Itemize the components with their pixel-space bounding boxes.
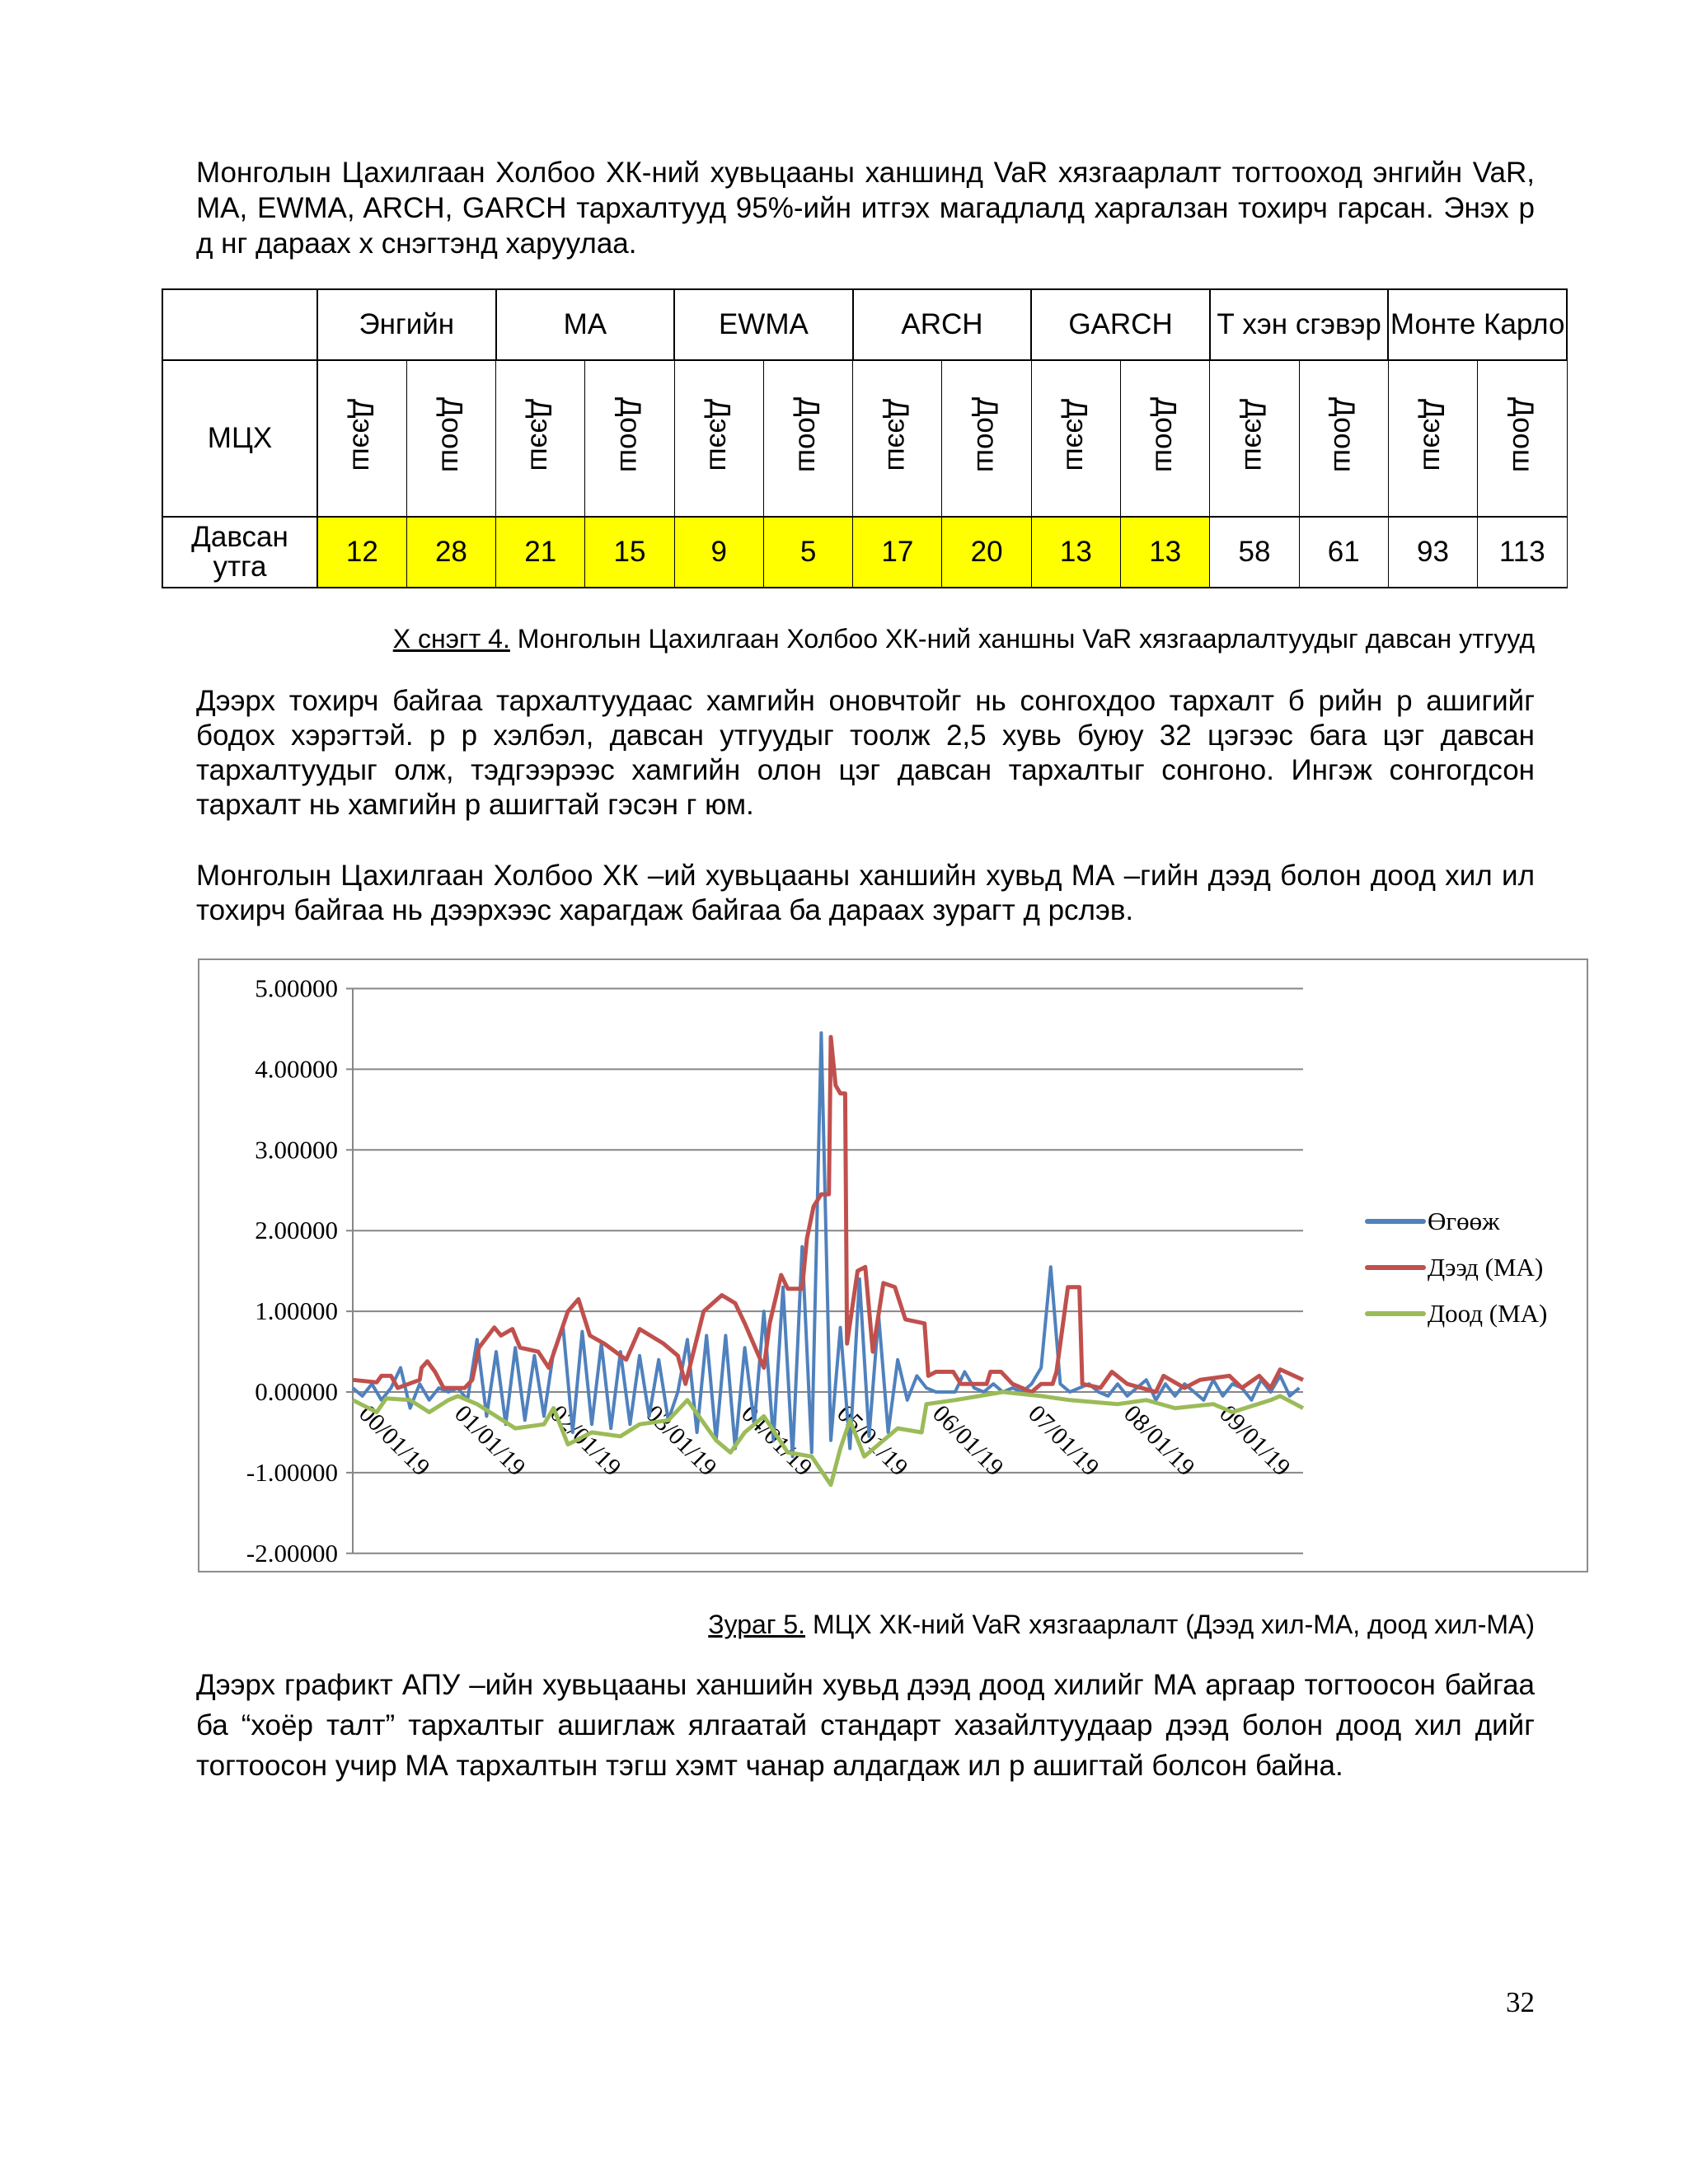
subheader-label: Доош bbox=[1328, 396, 1361, 473]
conclusion-paragraph: Дээрх графикт АПУ –ийн хувьцааны ханшийн хувьд дээд доод хилийг МА аргаар тогтоосон байгаа ба “хоёр талт” тархалтыг ашиглаж ялгаатай стандарт хазайлтуудаар дээд болон доод хил дийг тогтоосон учир МА тархалтын тэгш хэмт чанар алдагдаж ил р ашигтай болсон байна. bbox=[196, 1669, 1535, 1782]
subheader-label: Дээш bbox=[524, 398, 557, 471]
subheader-label: Доош bbox=[1506, 396, 1539, 473]
x-tick-label: 00/01/19 bbox=[354, 1399, 435, 1482]
y-tick-label: -2.00000 bbox=[246, 1538, 338, 1568]
exceedance-count: 13 bbox=[1121, 517, 1210, 588]
legend-label: Дээд (MA) bbox=[1428, 1253, 1544, 1282]
subheader-cell bbox=[1210, 360, 1299, 517]
table-caption-label: Х снэгт 4. bbox=[392, 624, 510, 654]
subheader-cell bbox=[1121, 360, 1210, 517]
subheader-cell bbox=[1299, 360, 1388, 517]
group-header: GARCH bbox=[1031, 289, 1210, 360]
subheader-label: Доош bbox=[435, 396, 468, 473]
table-subheader-row bbox=[162, 360, 1567, 517]
subheader-cell bbox=[406, 360, 495, 517]
x-tick-label: 09/01/19 bbox=[1214, 1399, 1296, 1482]
table-header-row bbox=[162, 289, 1567, 360]
subheader-cell bbox=[585, 360, 674, 517]
y-tick-label: -1.00000 bbox=[246, 1457, 338, 1487]
exceedance-count: 113 bbox=[1478, 517, 1567, 588]
x-tick-label: 08/01/19 bbox=[1118, 1399, 1200, 1482]
intro-paragraph: Монголын Цахилгаан Холбоо ХК-ний хувьцааны ханшинд VaR хязгаарлалт тогтооход энгийн VaR, MA, EWMA, ARCH, GARCH тархалтууд 95%-ийн итгэх магадлалд харгалзан тохирч гарсан. Энэх р д нг дараах х снэгтэнд харуулаа. bbox=[196, 157, 1535, 260]
row-label: МЦХ bbox=[162, 360, 317, 517]
exceedance-count: 12 bbox=[317, 517, 406, 588]
x-tick-label: 07/01/19 bbox=[1023, 1399, 1104, 1482]
x-tick-label: 04/01/19 bbox=[736, 1399, 818, 1482]
y-tick-label: 2.00000 bbox=[255, 1216, 338, 1245]
subheader-label: Доош bbox=[1149, 396, 1182, 473]
subheader-cell bbox=[763, 360, 852, 517]
subheader-label: Дээш bbox=[1238, 398, 1271, 471]
subheader-label: Дээш bbox=[1417, 398, 1450, 471]
x-tick-label: 05/01/19 bbox=[832, 1399, 913, 1482]
group-header: Т хэн сгэвэр bbox=[1210, 289, 1389, 360]
subheader-label: Дээш bbox=[881, 398, 914, 471]
group-header: Энгийн bbox=[317, 289, 496, 360]
x-tick-label: 02/01/19 bbox=[545, 1399, 626, 1482]
subheader-cell bbox=[853, 360, 942, 517]
figure-caption bbox=[708, 1610, 1535, 1640]
table-caption bbox=[393, 624, 1535, 654]
y-tick-label: 0.00000 bbox=[255, 1377, 338, 1406]
exceedance-count: 61 bbox=[1299, 517, 1388, 588]
group-header: Монте Карло bbox=[1388, 289, 1567, 360]
exceedance-count: 21 bbox=[496, 517, 585, 588]
y-tick-label: 3.00000 bbox=[255, 1135, 338, 1165]
subheader-cell bbox=[1388, 360, 1477, 517]
exceedance-count: 13 bbox=[1031, 517, 1120, 588]
page-number: 32 bbox=[1506, 1986, 1535, 2018]
x-tick-label: 03/01/19 bbox=[640, 1399, 722, 1482]
subheader-label: Доош bbox=[971, 396, 1004, 473]
subheader-cell bbox=[317, 360, 406, 517]
exceedance-count: 5 bbox=[763, 517, 852, 588]
exceedance-count: 20 bbox=[942, 517, 1031, 588]
y-tick-label: 1.00000 bbox=[255, 1296, 338, 1326]
figure-caption-text: МЦХ ХК-ний VaR хязгаарлалт (Дээд хил-МА, доод хил-МА) bbox=[805, 1610, 1535, 1639]
subheader-cell bbox=[496, 360, 585, 517]
exceedance-count: 17 bbox=[853, 517, 942, 588]
subheader-label: Дээш bbox=[703, 398, 736, 471]
x-tick-label: 01/01/19 bbox=[449, 1399, 531, 1482]
selection-paragraph: Дээрх тохирч байгаа тархалтуудаас хамгийн оновчтойг нь сонгохдоо тархалт б рийн р ашигийг бодох хэрэгтэй. р р хэлбэл, давсан утгуудыг тоолж 2,5 хувь буюу 32 цэгээс бага цэг давсан тархалтуудыг олж, тэдгээрээс хамгийн олон цэг давсан тархалтыг сонгоно. Ингэж сонгогдсон тархалт нь хамгийн р ашигтай гэсэн г юм. bbox=[196, 685, 1535, 821]
ma-paragraph: Монголын Цахилгаан Холбоо ХК –ий хувьцааны ханшийн хувьд МА –гийн дээд болон доод хил ил тохирч байгаа нь дээрхээс харагдаж байгаа ба дараах зурагт д рслэв. bbox=[196, 860, 1535, 926]
table-corner-cell bbox=[162, 289, 317, 360]
subheader-cell bbox=[1478, 360, 1567, 517]
exceedance-count: 15 bbox=[585, 517, 674, 588]
subheader-label: Доош bbox=[613, 396, 646, 473]
group-header: ARCH bbox=[853, 289, 1032, 360]
subheader-label: Дээш bbox=[346, 398, 379, 471]
figure-caption-label: Зураг 5. bbox=[708, 1610, 806, 1639]
subheader-label: Дээш bbox=[1060, 398, 1093, 471]
var-exceedance-table bbox=[162, 288, 1568, 588]
exceedance-count: 58 bbox=[1210, 517, 1299, 588]
exceedance-count: 93 bbox=[1388, 517, 1477, 588]
table-caption-text: Монголын Цахилгаан Холбоо ХК-ний ханшны VaR хязгаарлалтуудыг давсан утгууд bbox=[509, 624, 1535, 654]
chart-svg bbox=[199, 960, 1590, 1574]
legend-label: Доод (MA) bbox=[1428, 1299, 1548, 1328]
y-tick-label: 5.00000 bbox=[255, 973, 338, 1003]
group-header: MA bbox=[496, 289, 675, 360]
subheader-cell bbox=[674, 360, 763, 517]
exceedance-count: 9 bbox=[674, 517, 763, 588]
subheader-label: Доош bbox=[792, 396, 825, 473]
subheader-cell bbox=[942, 360, 1031, 517]
x-tick-label: 06/01/19 bbox=[927, 1399, 1009, 1482]
legend-label: Өгөөж bbox=[1428, 1207, 1500, 1235]
exceedance-count: 28 bbox=[406, 517, 495, 588]
subheader-cell bbox=[1031, 360, 1120, 517]
y-tick-label: 4.00000 bbox=[255, 1054, 338, 1084]
group-header: EWMA bbox=[674, 289, 853, 360]
table-row bbox=[162, 517, 1567, 588]
var-limits-chart bbox=[198, 958, 1588, 1572]
row-label: Давсан утга bbox=[162, 517, 317, 588]
